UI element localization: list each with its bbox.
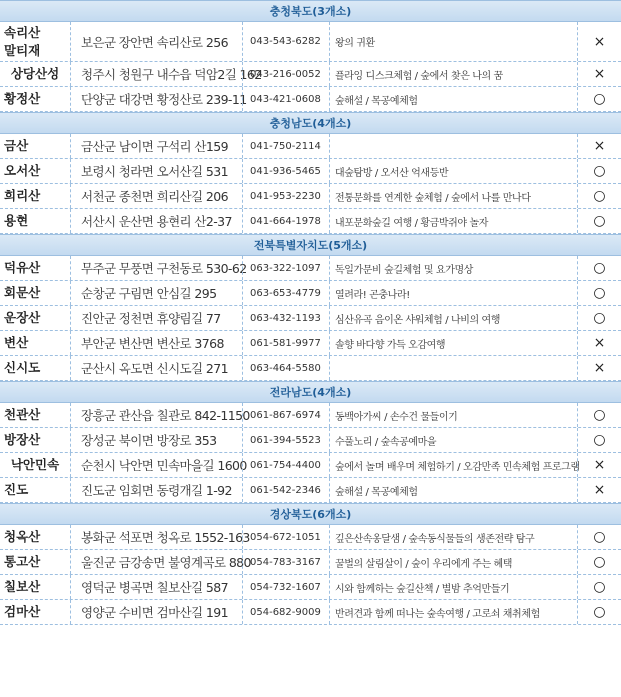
cross-mark: × — [577, 134, 621, 158]
forest-address: 청주시 청원구 내수읍 덕암2길 162 — [70, 62, 242, 86]
forest-phone: 041-664-1978 — [242, 209, 329, 233]
cross-mark: × — [577, 22, 621, 61]
cross-mark: × — [577, 331, 621, 355]
circle-mark: ○ — [577, 159, 621, 183]
forest-address: 부안군 변산면 변산로 3768 — [70, 331, 242, 355]
table-row — [0, 550, 621, 575]
table-row — [0, 87, 621, 112]
forest-phone: 043-543-6282 — [242, 22, 329, 61]
forest-name-line: 천관산 — [4, 407, 41, 422]
forest-name — [0, 87, 70, 111]
forest-phone: 063-322-1097 — [242, 256, 329, 280]
forest-name-line: 신시도 — [4, 360, 41, 375]
forest-address: 장흥군 관산읍 칠관로 842-1150 — [70, 403, 242, 427]
forest-name-line: 희리산 — [4, 188, 41, 203]
forest-name-line: 방장산 — [4, 432, 41, 447]
forest-phone: 061-754-4400 — [242, 453, 329, 477]
forest-name-line: 운장산 — [4, 310, 41, 325]
forest-name-line: 황정산 — [4, 91, 41, 106]
table-row — [0, 256, 621, 281]
forest-name-line: 회문산 — [4, 285, 41, 300]
forest-programs: 솔향 바다향 가득 오감여행 — [329, 331, 577, 355]
table-row — [0, 428, 621, 453]
cross-mark: × — [577, 356, 621, 380]
circle-mark: ○ — [577, 575, 621, 599]
forest-phone: 063-464-5580 — [242, 356, 329, 380]
region-header: 충청남도(4개소) — [0, 112, 621, 134]
forest-programs: 숲해설 / 목공예체험 — [329, 87, 577, 111]
circle-mark: ○ — [577, 403, 621, 427]
forest-programs — [329, 134, 577, 158]
table-row — [0, 453, 621, 478]
table-row — [0, 159, 621, 184]
forest-programs: 전통문화를 연계한 숲체험 / 숲에서 나를 만나다 — [329, 184, 577, 208]
forest-phone: 054-783-3167 — [242, 550, 329, 574]
table-row — [0, 306, 621, 331]
forest-name — [0, 331, 70, 355]
circle-mark: ○ — [577, 256, 621, 280]
table-row — [0, 525, 621, 550]
circle-mark: ○ — [577, 281, 621, 305]
forest-name — [0, 22, 70, 61]
region-header: 전북특별자치도(5개소) — [0, 234, 621, 256]
circle-mark: ○ — [577, 600, 621, 624]
forest-phone: 054-682-9009 — [242, 600, 329, 624]
table-row — [0, 600, 621, 625]
table-row — [0, 184, 621, 209]
forest-phone: 063-432-1193 — [242, 306, 329, 330]
forest-name — [0, 403, 70, 427]
forest-name — [0, 184, 70, 208]
forest-programs: 숲해설 / 목공예체험 — [329, 478, 577, 502]
forest-phone: 061-394-5523 — [242, 428, 329, 452]
forest-name — [0, 575, 70, 599]
forest-programs — [329, 356, 577, 380]
forest-name — [0, 453, 70, 477]
forest-name-line: 변산 — [4, 335, 29, 350]
table-row — [0, 478, 621, 503]
table-row — [0, 331, 621, 356]
forest-name-line: 진도 — [4, 482, 29, 497]
forest-programs: 심산유곡 음이온 샤워체험 / 나비의 여행 — [329, 306, 577, 330]
forest-programs: 플라잉 디스크체험 / 숲에서 찾은 나의 꿈 — [329, 62, 577, 86]
forest-name — [0, 600, 70, 624]
circle-mark: ○ — [577, 428, 621, 452]
table-row — [0, 209, 621, 234]
forest-address: 서천군 종천면 희리산길 206 — [70, 184, 242, 208]
table-row — [0, 134, 621, 159]
forest-name-line: 청옥산 — [4, 529, 41, 544]
forest-address: 진안군 정천면 휴양림길 77 — [70, 306, 242, 330]
forest-name — [0, 428, 70, 452]
forest-address: 울진군 금강송면 불영계곡로 880 — [70, 550, 242, 574]
forest-programs: 반려견과 함께 떠나는 숲속여행 / 고로쇠 채취체험 — [329, 600, 577, 624]
forest-name — [0, 134, 70, 158]
circle-mark: ○ — [577, 184, 621, 208]
forest-name-line: 오서산 — [4, 163, 41, 178]
circle-mark: ○ — [577, 87, 621, 111]
forest-address: 장성군 북이면 방장로 353 — [70, 428, 242, 452]
table-row — [0, 575, 621, 600]
forest-phone: 063-653-4779 — [242, 281, 329, 305]
forest-name-line: 검마산 — [4, 604, 41, 619]
forest-programs: 시와 함께하는 숲길산책 / 별밤 추억만들기 — [329, 575, 577, 599]
forest-address: 보령시 청라면 오서산길 531 — [70, 159, 242, 183]
forest-programs: 왕의 귀환 — [329, 22, 577, 61]
cross-mark: × — [577, 62, 621, 86]
table-row — [0, 62, 621, 87]
forest-name-line: 속리산 — [4, 24, 41, 40]
forest-name — [0, 356, 70, 380]
forest-address: 서산시 운산면 용현리 산2-37 — [70, 209, 242, 233]
forest-name-line: 낙안민속 — [10, 457, 60, 472]
forest-address: 진도군 임회면 동령개길 1-92 — [70, 478, 242, 502]
table-row — [0, 356, 621, 381]
forest-address: 보은군 장안면 속리산로 256 — [70, 22, 242, 61]
forest-address: 무주군 무풍면 구천동로 530-62 — [70, 256, 242, 280]
cross-mark: × — [577, 478, 621, 502]
region-header: 충청북도(3개소) — [0, 0, 621, 22]
forest-address: 영양군 수비면 검마산길 191 — [70, 600, 242, 624]
forest-name-line: 금산 — [4, 138, 29, 153]
forest-name-line: 덕유산 — [4, 260, 41, 275]
forest-name-line: 통고산 — [4, 554, 41, 569]
circle-mark: ○ — [577, 550, 621, 574]
forest-name — [0, 550, 70, 574]
forest-address: 영덕군 병곡면 칠보산길 587 — [70, 575, 242, 599]
forest-name — [0, 306, 70, 330]
forest-name — [0, 281, 70, 305]
forest-phone: 054-672-1051 — [242, 525, 329, 549]
forest-phone: 043-216-0052 — [242, 62, 329, 86]
forest-name — [0, 525, 70, 549]
region-header: 전라남도(4개소) — [0, 381, 621, 403]
forest-programs: 수풀노리 / 숲속공예마을 — [329, 428, 577, 452]
table-row — [0, 281, 621, 306]
forest-phone: 061-867-6974 — [242, 403, 329, 427]
forest-programs: 숲에서 놀며 배우며 체험하기 / 오감만족 민속체험 프로그램 — [329, 453, 577, 477]
forest-name — [0, 159, 70, 183]
forest-phone: 061-581-9977 — [242, 331, 329, 355]
forest-address: 순천시 낙안면 민속마을길 1600 — [70, 453, 242, 477]
forest-address: 군산시 옥도면 신시도길 271 — [70, 356, 242, 380]
forest-phone: 054-732-1607 — [242, 575, 329, 599]
forest-programs: 독일가문비 숲길체험 및 요가명상 — [329, 256, 577, 280]
forest-programs: 꿀벌의 살림살이 / 숲이 우리에게 주는 혜택 — [329, 550, 577, 574]
circle-mark: ○ — [577, 525, 621, 549]
forest-name-line: 말티재 — [4, 42, 41, 58]
forest-phone: 061-542-2346 — [242, 478, 329, 502]
forest-name-line: 칠보산 — [4, 579, 41, 594]
forest-address: 금산군 남이면 구석리 산159 — [70, 134, 242, 158]
forest-name — [0, 256, 70, 280]
forest-phone: 043-421-0608 — [242, 87, 329, 111]
region-header: 경상북도(6개소) — [0, 503, 621, 525]
forest-programs: 깊은산속옹달샘 / 숲속동식물들의 생존전략 탐구 — [329, 525, 577, 549]
forest-phone: 041-936-5465 — [242, 159, 329, 183]
forest-programs: 동백아가씨 / 손수건 물들이기 — [329, 403, 577, 427]
forest-name — [0, 62, 70, 86]
table-row — [0, 22, 621, 62]
forest-name-line: 상당산성 — [10, 66, 60, 81]
table-row — [0, 403, 621, 428]
forest-phone: 041-953-2230 — [242, 184, 329, 208]
forest-address: 봉화군 석포면 청옥로 1552-163 — [70, 525, 242, 549]
cross-mark: × — [577, 453, 621, 477]
circle-mark: ○ — [577, 306, 621, 330]
forest-programs: 대숲탐방 / 오서산 억새등반 — [329, 159, 577, 183]
forest-programs: 열려라! 곤충나라! — [329, 281, 577, 305]
forest-name — [0, 478, 70, 502]
forest-name-line: 용현 — [4, 213, 29, 228]
forest-address: 단양군 대강면 황정산로 239-11 — [70, 87, 242, 111]
forest-programs: 내포문화숲길 여행 / 황금박쥐야 놀자 — [329, 209, 577, 233]
forest-name — [0, 209, 70, 233]
forest-address: 순창군 구림면 안심길 295 — [70, 281, 242, 305]
forest-phone: 041-750-2114 — [242, 134, 329, 158]
circle-mark: ○ — [577, 209, 621, 233]
